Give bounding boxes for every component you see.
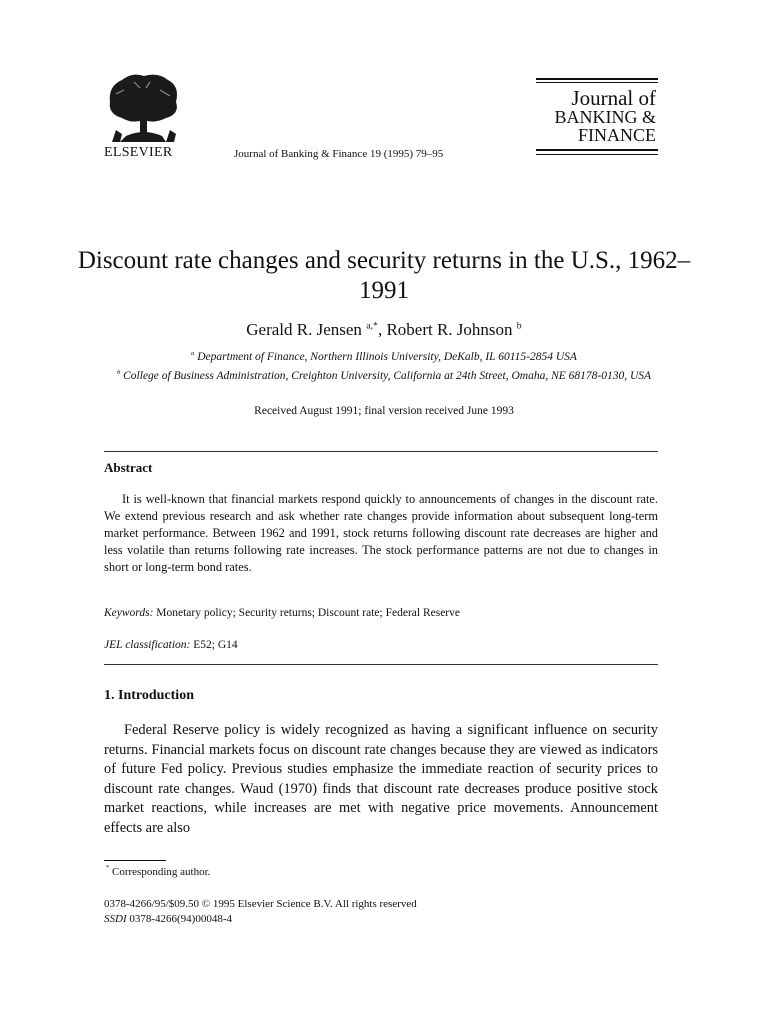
- author-marks: b: [516, 320, 522, 332]
- article-title: Discount rate changes and security returns in the U.S., 1962–1991: [77, 247, 691, 304]
- journal-logo: [536, 78, 658, 160]
- jel-text: E52; G14: [193, 639, 238, 651]
- divider: [104, 664, 658, 665]
- ssdi-line: [104, 913, 232, 925]
- logo-rule: [536, 149, 658, 151]
- logo-rule: [536, 78, 658, 80]
- affiliation-mark: a: [191, 350, 195, 357]
- divider: [104, 451, 658, 452]
- affiliation-b: [104, 365, 664, 384]
- logo-rule: [536, 82, 658, 83]
- affiliation-text: Department of Finance, Northern Illinois University, DeKalb, IL 60115-2854 USA: [197, 350, 577, 363]
- ssdi-value: 0378-4266(94)00048-4: [129, 913, 233, 925]
- received-dates: Received August 1991; final version received June 1993: [254, 405, 514, 417]
- elsevier-tree-logo-icon: [104, 72, 182, 144]
- affiliation-a: [60, 350, 708, 363]
- footnote-mark: *: [106, 864, 110, 871]
- copyright-line: 0378-4266/95/$09.50 © 1995 Elsevier Science B.V. All rights reserved: [104, 898, 417, 910]
- journal-logo-line1: Journal of: [571, 86, 656, 110]
- abstract-body: It is well-known that financial markets respond quickly to announcements of changes in the discount rate. We extend previous research and ask whether rate changes provide information about subsequent long-term market performance. Between 1962 and 1991, stock returns following discount rate decreases are higher and less volatile than returns following rate increases. The stock performance patterns are not due to changes in short or long-term bond rates.: [104, 492, 658, 574]
- jel-classification: [104, 639, 658, 651]
- ssdi-label: SSDI: [104, 913, 127, 925]
- abstract-heading: Abstract: [104, 460, 153, 475]
- journal-citation: Journal of Banking & Finance 19 (1995) 79–95: [234, 148, 444, 160]
- jel-label: JEL classification:: [104, 639, 191, 651]
- footnote-rule: [104, 860, 166, 861]
- affiliation-text: College of Business Administration, Creighton University, California at 24th Street, Omaha, NE 68178-0130, USA: [123, 369, 652, 382]
- journal-logo-line3: FINANCE: [577, 125, 656, 145]
- keywords: [104, 607, 658, 619]
- section-body: Federal Reserve policy is widely recognized as having a significant influence on security returns. Financial markets focus on discount rate changes because they are viewed as indicators of future Fed policy. Previous studies emphasize the immediate reaction of security prices to discount rate changes. Waud (1970) finds that discount rate decreases produce positive stock market reactions, while increases are met with negative price movements. Announcement effects are also: [104, 722, 658, 836]
- footnote: [104, 866, 210, 878]
- author-marks: a,*: [366, 320, 378, 332]
- keywords-text: Monetary policy; Security returns; Discount rate; Federal Reserve: [156, 607, 460, 619]
- author-name: Gerald R. Jensen: [246, 320, 362, 339]
- author-name: Robert R. Johnson: [386, 320, 513, 339]
- publisher-name: ELSEVIER: [104, 145, 173, 160]
- footnote-text: Corresponding author.: [112, 866, 211, 878]
- section-heading: 1. Introduction: [104, 688, 194, 703]
- author-list: Gerald R. Jensen $^{a,*}$, Robert R. Johnson $^b$: [246, 320, 522, 339]
- keywords-label: Keywords:: [104, 607, 154, 619]
- affiliation-mark: b: [116, 369, 121, 376]
- logo-rule: [536, 154, 658, 155]
- journal-logo-line2: BANKING &: [554, 107, 656, 127]
